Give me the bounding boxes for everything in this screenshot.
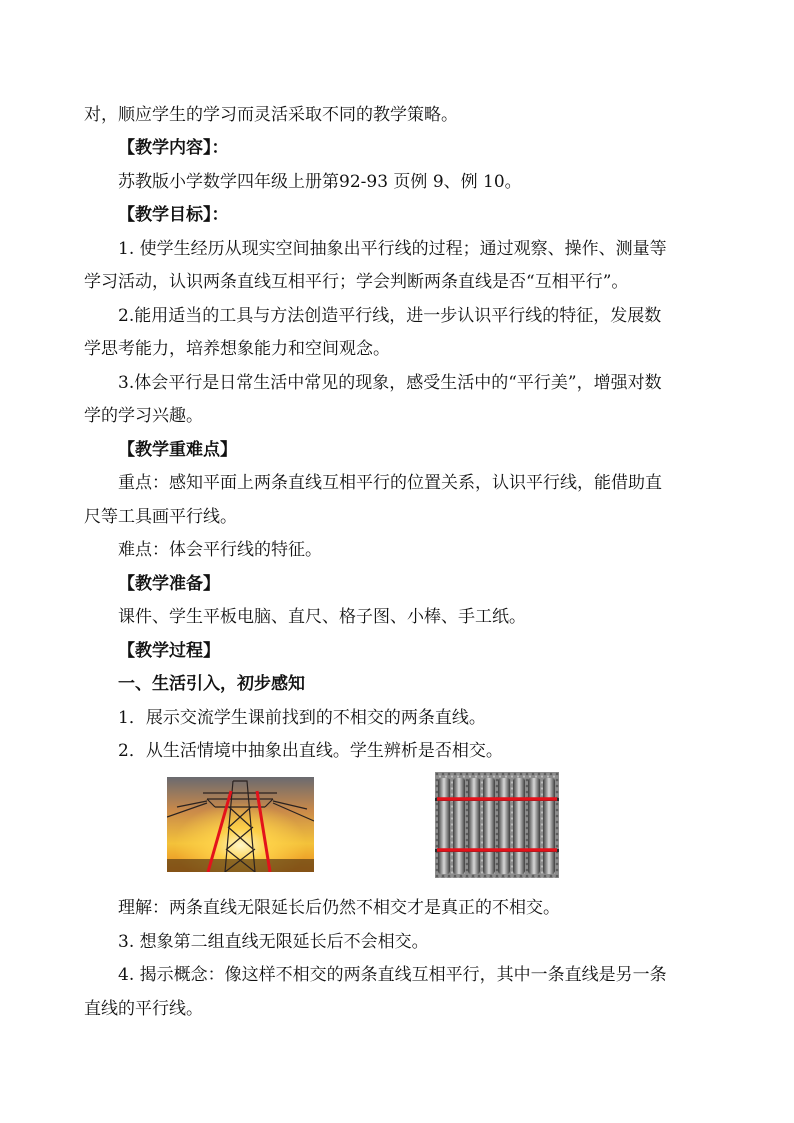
text-line: 直线的平行线。: [84, 999, 203, 1019]
railway-track-photo-image: [435, 772, 559, 878]
section-heading: 【教学内容】：: [118, 138, 229, 158]
text-line: 3.体会平行是日常生活中常见的现象，感受生活中的“平行美”，增强对数: [118, 373, 662, 393]
text-line: 理解：两条直线无限延长后仍然不相交才是真正的不相交。: [118, 898, 560, 918]
section-heading: 【教学目标】：: [118, 205, 229, 225]
text-line: 重点：感知平面上两条直线互相平行的位置关系，认识平行线，能借助直: [118, 473, 662, 493]
text-line: 对，顺应学生的学习而灵活采取不同的教学策略。: [84, 105, 458, 125]
text-line: 尺等工具画平行线。: [84, 507, 237, 527]
text-line: 1．展示交流学生课前找到的不相交的两条直线。: [118, 708, 486, 728]
text-line: 1. 使学生经历从现实空间抽象出平行线的过程；通过观察、操作、测量等: [118, 239, 667, 259]
text-line: 学习活动，认识两条直线互相平行；学会判断两条直线是否“互相平行”。: [84, 272, 629, 292]
text-line: 苏教版小学数学四年级上册第92-93 页例 9、例 10。: [118, 172, 522, 192]
railway-track-photo: [435, 772, 559, 878]
text-line: 3. 想象第二组直线无限延长后不会相交。: [118, 932, 429, 952]
text-line: 课件、学生平板电脑、直尺、格子图、小棒、手工纸。: [118, 607, 526, 627]
text-line: 2．从生活情境中抽象出直线。学生辨析是否相交。: [118, 741, 503, 761]
text-line: 学的学习兴趣。: [84, 406, 203, 426]
section-heading: 【教学准备】: [118, 574, 220, 594]
subsection-heading: 一、生活引入，初步感知: [118, 674, 305, 694]
section-heading: 【教学过程】: [118, 641, 220, 661]
text-line: 学思考能力，培养想象能力和空间观念。: [84, 339, 390, 359]
power-pylon-photo: [167, 777, 314, 872]
power-pylon-at-sunset-photo: [167, 777, 314, 872]
text-line: 2.能用适当的工具与方法创造平行线，进一步认识平行线的特征，发展数: [118, 306, 662, 326]
section-heading: 【教学重难点】: [118, 440, 237, 460]
text-line: 难点：体会平行线的特征。: [118, 540, 322, 560]
text-line: 4. 揭示概念：像这样不相交的两条直线互相平行，其中一条直线是另一条: [118, 965, 667, 985]
